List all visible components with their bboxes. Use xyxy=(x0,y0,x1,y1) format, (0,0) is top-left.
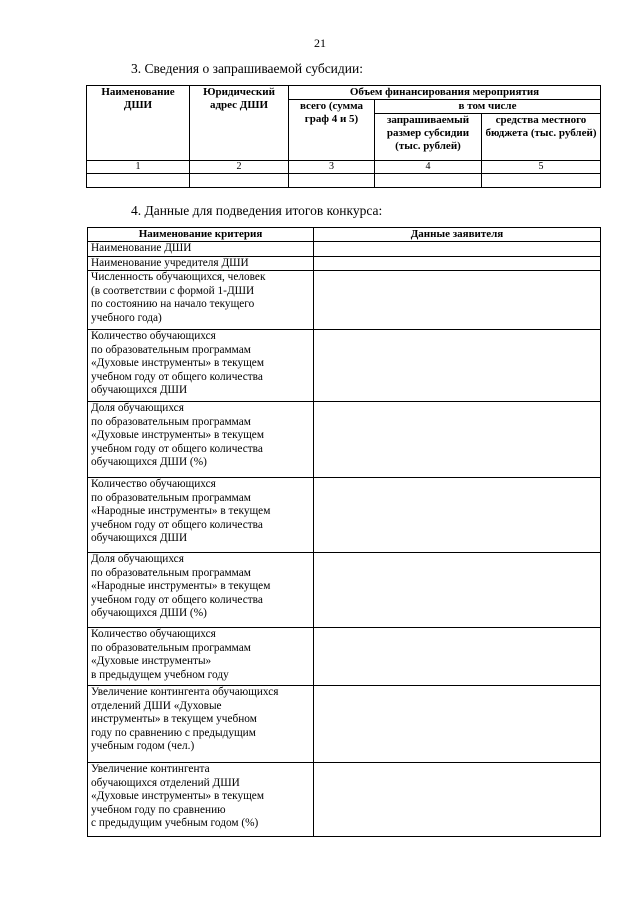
empty-cell xyxy=(482,174,601,188)
applicant-value-cell xyxy=(314,553,601,628)
criterion-label: Доля обучающихся по образовательным программам «Духовые инструменты» в текущем учебном году от общего количества обучающихся ДШИ (%) xyxy=(88,402,314,478)
column-number: 3 xyxy=(289,161,375,174)
applicant-value-cell xyxy=(314,628,601,686)
criteria-table xyxy=(87,227,601,837)
applicant-value-cell xyxy=(314,330,601,402)
criterion-label: Увеличение контингента обучающихся отделений ДШИ «Духовые инструменты» в текущем учебном году по сравнению с предыдущим учебным годом (%) xyxy=(88,763,314,837)
column-number: 5 xyxy=(482,161,601,174)
header-criterion: Наименование критерия xyxy=(88,228,314,242)
criterion-label: Увеличение контингента обучающихся отделений ДШИ «Духовые инструменты» в текущем учебном году по сравнению с предыдущим учебным годом (чел.) xyxy=(88,686,314,763)
applicant-value-cell xyxy=(314,242,601,257)
criterion-label: Количество обучающихся по образовательным программам «Духовые инструменты» в предыдущем учебном году xyxy=(88,628,314,686)
criterion-label: Доля обучающихся по образовательным программам «Народные инструменты» в текущем учебном году от общего количества обучающихся ДШИ (%) xyxy=(88,553,314,628)
empty-cell xyxy=(375,174,482,188)
column-number: 2 xyxy=(190,161,289,174)
criterion-label: Количество обучающихся по образовательным программам «Духовые инструменты» в текущем учебном году от общего количества обучающихся ДШИ xyxy=(88,330,314,402)
applicant-value-cell xyxy=(314,271,601,330)
criterion-label: Количество обучающихся по образовательным программам «Народные инструменты» в текущем учебном году от общего количества обучающихся ДШИ xyxy=(88,478,314,553)
applicant-value-cell xyxy=(314,478,601,553)
section-3-title: 3. Сведения о запрашиваемой субсидии: xyxy=(131,61,363,76)
column-number: 4 xyxy=(375,161,482,174)
empty-cell xyxy=(190,174,289,188)
applicant-value-cell xyxy=(314,402,601,478)
section-4-title: 4. Данные для подведения итогов конкурса: xyxy=(131,203,383,218)
header-school-name: Наименование ДШИ xyxy=(87,86,190,161)
subsidy-table xyxy=(86,85,601,188)
header-applicant-data: Данные заявителя xyxy=(314,228,601,242)
header-legal-address: Юридический адрес ДШИ xyxy=(190,86,289,161)
criterion-label: Наименование учредителя ДШИ xyxy=(88,256,314,271)
header-financing: Объем финансирования мероприятия xyxy=(289,86,601,100)
criterion-label: Численность обучающихся, человек (в соответствии с формой 1-ДШИ по состоянию на начало текущего учебного года) xyxy=(88,271,314,330)
empty-cell xyxy=(289,174,375,188)
empty-cell xyxy=(87,174,190,188)
criterion-label: Наименование ДШИ xyxy=(88,242,314,257)
header-including: в том числе xyxy=(375,100,601,114)
column-number: 1 xyxy=(87,161,190,174)
header-requested-subsidy: запрашиваемый размер субсидии (тыс. рублей) xyxy=(375,114,482,161)
applicant-value-cell xyxy=(314,763,601,837)
header-local-budget: средства местного бюджета (тыс. рублей) xyxy=(482,114,601,161)
applicant-value-cell xyxy=(314,256,601,271)
header-total: всего (сумма граф 4 и 5) xyxy=(289,100,375,161)
applicant-value-cell xyxy=(314,686,601,763)
page-number: 21 xyxy=(314,36,326,50)
